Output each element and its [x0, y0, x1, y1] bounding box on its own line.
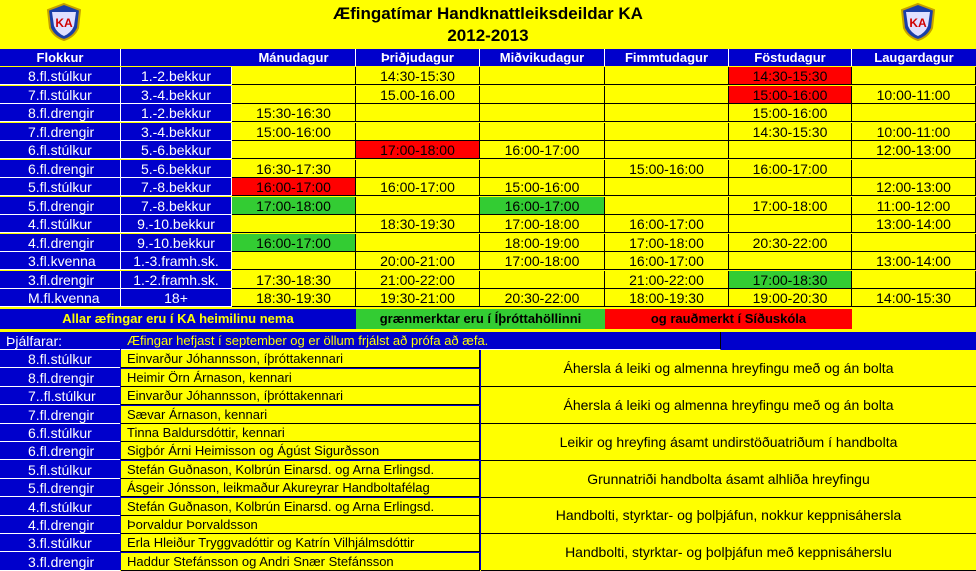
trainer-flokkur: 5.fl.drengir — [0, 479, 120, 497]
trainer-name: Erla Hleiður Tryggvadóttir og Katrín Vilhjálmsdóttir — [121, 534, 480, 552]
focus-description: Grunnatriði handbolta ásamt alhliða hreyfingu — [481, 461, 976, 498]
time-cell — [605, 67, 729, 85]
legend-green: grænmerktar eru í Íþróttahöllinni — [356, 309, 605, 329]
flokkur-cell: 5.fl.stúlkur — [0, 178, 121, 196]
schedule-row — [0, 86, 976, 104]
schedule-row — [0, 123, 976, 141]
time-cell: 12:00-13:00 — [852, 141, 976, 159]
time-cell: 16:00-17:00 — [605, 252, 729, 270]
bekkur-cell: 3.-4.bekkur — [121, 86, 232, 104]
time-cell: 18:00-19:00 — [480, 234, 605, 252]
time-cell — [480, 160, 605, 178]
time-cell: 21:00-22:00 — [605, 271, 729, 289]
trainer-row — [0, 516, 480, 534]
bekkur-cell: 9.-10.bekkur — [121, 215, 232, 233]
time-cell: 18:30-19:30 — [232, 289, 356, 307]
time-cell: 20:30-22:00 — [729, 234, 852, 252]
time-cell — [852, 67, 976, 85]
trainer-row — [0, 479, 480, 497]
time-cell: 10:00-11:00 — [852, 86, 976, 104]
header-spacer — [121, 49, 232, 66]
schedule-row — [0, 178, 976, 196]
schedule-header — [0, 49, 976, 66]
time-cell: 17:00-18:00 — [232, 197, 356, 215]
time-cell: 13:00-14:00 — [852, 215, 976, 233]
trainer-flokkur: 7..fl.stúlkur — [0, 387, 120, 405]
trainer-flokkur: 5.fl.stúlkur — [0, 461, 120, 479]
trainer-flokkur: 6.fl.stúlkur — [0, 424, 120, 442]
time-cell — [605, 178, 729, 196]
time-cell: 15.00-16.00 — [356, 86, 480, 104]
notice-text: Æfingar hefjast í september og er öllum frjálst að prófa að æfa. — [121, 332, 721, 350]
time-cell — [605, 123, 729, 141]
focus-description: Handbolti, styrktar- og þolþjáfun, nokkur keppnisáhersla — [481, 498, 976, 535]
ka-logo-right — [898, 2, 938, 42]
trainer-flokkur: 8.fl.drengir — [0, 369, 120, 387]
schedule-row — [0, 234, 976, 252]
trainer-name: Haddur Stefánsson og Andri Snær Stefánsson — [121, 553, 480, 571]
time-cell: 19:00-20:30 — [729, 289, 852, 307]
time-cell — [605, 86, 729, 104]
trainer-row — [0, 534, 480, 552]
time-cell — [852, 160, 976, 178]
header-saturday: Laugardagur — [874, 50, 954, 65]
trainer-row — [0, 350, 480, 368]
time-cell: 17:00-18:00 — [605, 234, 729, 252]
trainer-name: Sævar Árnason, kennari — [121, 406, 480, 424]
time-cell: 12:00-13:00 — [852, 178, 976, 196]
time-cell — [729, 141, 852, 159]
header-wednesday: Miðvikudagur — [480, 49, 605, 66]
header-thursday: Fimmtudagur — [605, 49, 729, 66]
flokkur-cell: 6.fl.drengir — [0, 160, 121, 178]
time-cell: 17:30-18:30 — [232, 271, 356, 289]
schedule-row — [0, 67, 976, 85]
legend-blank — [852, 309, 976, 329]
trainer-flokkur: 4.fl.stúlkur — [0, 498, 120, 516]
bekkur-cell: 1.-2.bekkur — [121, 67, 232, 85]
trainers-section — [0, 332, 976, 570]
flokkur-cell: 8.fl.stúlkur — [0, 67, 121, 85]
time-cell — [852, 104, 976, 122]
bekkur-cell: 7.-8.bekkur — [121, 197, 232, 215]
time-cell — [356, 197, 480, 215]
header-monday: Mánudagur — [232, 49, 356, 66]
time-cell: 10:00-11:00 — [852, 123, 976, 141]
time-cell — [605, 197, 729, 215]
schedule-row — [0, 104, 976, 122]
trainer-name: Stefán Guðnason, Kolbrún Einarsd. og Arna Erlingsd. — [121, 461, 480, 479]
time-cell — [356, 160, 480, 178]
time-cell — [232, 141, 356, 159]
trainer-row — [0, 461, 480, 479]
time-cell: 15:30-16:30 — [232, 104, 356, 122]
header-friday: Föstudagur — [729, 49, 852, 66]
schedule-row — [0, 197, 976, 215]
trainer-flokkur: 6.fl.drengir — [0, 442, 120, 460]
time-cell — [232, 67, 356, 85]
time-cell: 16:00-17:00 — [356, 178, 480, 196]
time-cell: 16:00-17:00 — [232, 178, 356, 196]
time-cell: 19:30-21:00 — [356, 289, 480, 307]
flokkur-cell: 7.fl.drengir — [0, 123, 121, 141]
trainer-row — [0, 442, 480, 460]
bekkur-cell: 5.-6.bekkur — [121, 160, 232, 178]
time-cell — [356, 104, 480, 122]
schedule-row — [0, 215, 976, 233]
bekkur-cell: 3.-4.bekkur — [121, 123, 232, 141]
trainer-row — [0, 553, 480, 571]
page-subtitle-year: 2012-2013 — [447, 26, 529, 45]
schedule-row — [0, 271, 976, 289]
time-cell: 14:00-15:30 — [852, 289, 976, 307]
bekkur-cell: 7.-8.bekkur — [121, 178, 232, 196]
trainer-row — [0, 387, 480, 405]
time-cell — [480, 271, 605, 289]
time-cell: 16:00-17:00 — [232, 234, 356, 252]
time-cell: 14:30-15:30 — [356, 67, 480, 85]
time-cell: 17:00-18:30 — [729, 271, 852, 289]
time-cell — [605, 141, 729, 159]
time-cell: 16:00-17:00 — [605, 215, 729, 233]
trainer-name: Stefán Guðnason, Kolbrún Einarsd. og Arna Erlingsd. — [121, 498, 480, 516]
time-cell: 17:00-18:00 — [729, 197, 852, 215]
trainer-name: Sigþór Árni Heimisson og Ágúst Sigurðsson — [121, 442, 480, 460]
time-cell: 15:00-16:00 — [480, 178, 605, 196]
time-cell: 13:00-14:00 — [852, 252, 976, 270]
trainers-header-row — [0, 332, 976, 350]
schedule-row — [0, 289, 976, 307]
bekkur-cell: 5.-6.bekkur — [121, 141, 232, 159]
time-cell: 15:00-16:00 — [232, 123, 356, 141]
flokkur-cell: 3.fl.kvenna — [0, 252, 121, 270]
time-cell — [480, 104, 605, 122]
time-cell — [852, 234, 976, 252]
header-flokkur: Flokkur — [0, 49, 121, 66]
flokkur-cell: 3.fl.drengir — [0, 271, 121, 289]
time-cell: 14:30-15:30 — [729, 123, 852, 141]
time-cell: 15:00-16:00 — [729, 86, 852, 104]
time-cell — [729, 215, 852, 233]
trainer-flokkur: 3.fl.drengir — [0, 553, 120, 571]
time-cell: 15:00-16:00 — [729, 104, 852, 122]
time-cell — [232, 252, 356, 270]
trainers-label: Þjálfarar: — [0, 332, 120, 350]
time-cell — [480, 86, 605, 104]
focus-description: Handbolti, styrktar- og þolþjáfun með keppnisáherslu — [481, 534, 976, 571]
trainer-row — [0, 406, 480, 424]
time-cell — [356, 123, 480, 141]
schedule-row — [0, 160, 976, 178]
time-cell — [852, 271, 976, 289]
trainer-name: Heimir Örn Árnason, kennari — [121, 369, 480, 387]
trainer-flokkur: 7.fl.drengir — [0, 406, 120, 424]
logo-text-left: KA — [55, 16, 73, 30]
time-cell: 11:00-12:00 — [852, 197, 976, 215]
time-cell — [232, 86, 356, 104]
logo-text-right: KA — [909, 16, 927, 30]
time-cell: 17:00-18:00 — [480, 215, 605, 233]
trainer-row — [0, 369, 480, 387]
flokkur-cell: 7.fl.stúlkur — [0, 86, 121, 104]
schedule-row — [0, 252, 976, 270]
time-cell: 18:30-19:30 — [356, 215, 480, 233]
time-cell: 17:00-18:00 — [480, 252, 605, 270]
time-cell — [480, 67, 605, 85]
time-cell — [605, 104, 729, 122]
time-cell — [356, 234, 480, 252]
schedule-row — [0, 141, 976, 159]
bekkur-cell: 18+ — [121, 289, 232, 307]
legend-main: Allar æfingar eru í KA heimilinu nema — [0, 309, 356, 329]
trainer-name: Einvarður Jóhannsson, íþróttakennari — [121, 350, 480, 368]
time-cell — [729, 178, 852, 196]
time-cell: 20:30-22:00 — [480, 289, 605, 307]
flokkur-cell: M.fl.kvenna — [0, 289, 121, 307]
time-cell — [480, 123, 605, 141]
flokkur-cell: 8.fl.drengir — [0, 104, 121, 122]
bekkur-cell: 9.-10.bekkur — [121, 234, 232, 252]
trainer-name: Einvarður Jóhannsson, íþróttakennari — [121, 387, 480, 405]
time-cell: 16:00-17:00 — [480, 197, 605, 215]
trainer-flokkur: 3.fl.stúlkur — [0, 534, 120, 552]
time-cell: 21:00-22:00 — [356, 271, 480, 289]
time-cell: 14:30-15:30 — [729, 67, 852, 85]
trainer-name: Ásgeir Jónsson, leikmaður Akureyrar Handboltafélag — [121, 479, 480, 497]
header-tuesday: Þriðjudagur — [356, 49, 480, 66]
trainer-name: Þorvaldur Þorvaldsson — [121, 516, 480, 534]
time-cell: 17:00-18:00 — [356, 141, 480, 159]
legend-red: og rauðmerkt í Síðuskóla — [605, 309, 852, 329]
trainer-row — [0, 498, 480, 516]
trainer-name: Tinna Baldursdóttir, kennari — [121, 424, 480, 442]
time-cell — [729, 252, 852, 270]
bekkur-cell: 1.-2.framh.sk. — [121, 271, 232, 289]
bekkur-cell: 1.-3.framh.sk. — [121, 252, 232, 270]
time-cell: 20:00-21:00 — [356, 252, 480, 270]
trainer-flokkur: 8.fl.stúlkur — [0, 350, 120, 368]
page-title: Æfingatímar Handknattleiksdeildar KA — [333, 4, 643, 23]
time-cell — [232, 215, 356, 233]
trainer-row — [0, 424, 480, 442]
time-cell: 16:00-17:00 — [729, 160, 852, 178]
bekkur-cell: 1.-2.bekkur — [121, 104, 232, 122]
flokkur-cell: 6.fl.stúlkur — [0, 141, 121, 159]
trainer-flokkur: 4.fl.drengir — [0, 516, 120, 534]
time-cell: 16:30-17:30 — [232, 160, 356, 178]
flokkur-cell: 4.fl.stúlkur — [0, 215, 121, 233]
focus-description: Áhersla á leiki og almenna hreyfingu með og án bolta — [481, 387, 976, 424]
flokkur-cell: 5.fl.drengir — [0, 197, 121, 215]
time-cell: 15:00-16:00 — [605, 160, 729, 178]
focus-description: Áhersla á leiki og almenna hreyfingu með og án bolta — [481, 350, 976, 387]
time-cell: 16:00-17:00 — [480, 141, 605, 159]
focus-description: Leikir og hreyfing ásamt undirstöðuatriðum í handbolta — [481, 424, 976, 461]
flokkur-cell: 4.fl.drengir — [0, 234, 121, 252]
time-cell: 18:00-19:30 — [605, 289, 729, 307]
ka-logo-left — [44, 2, 84, 42]
